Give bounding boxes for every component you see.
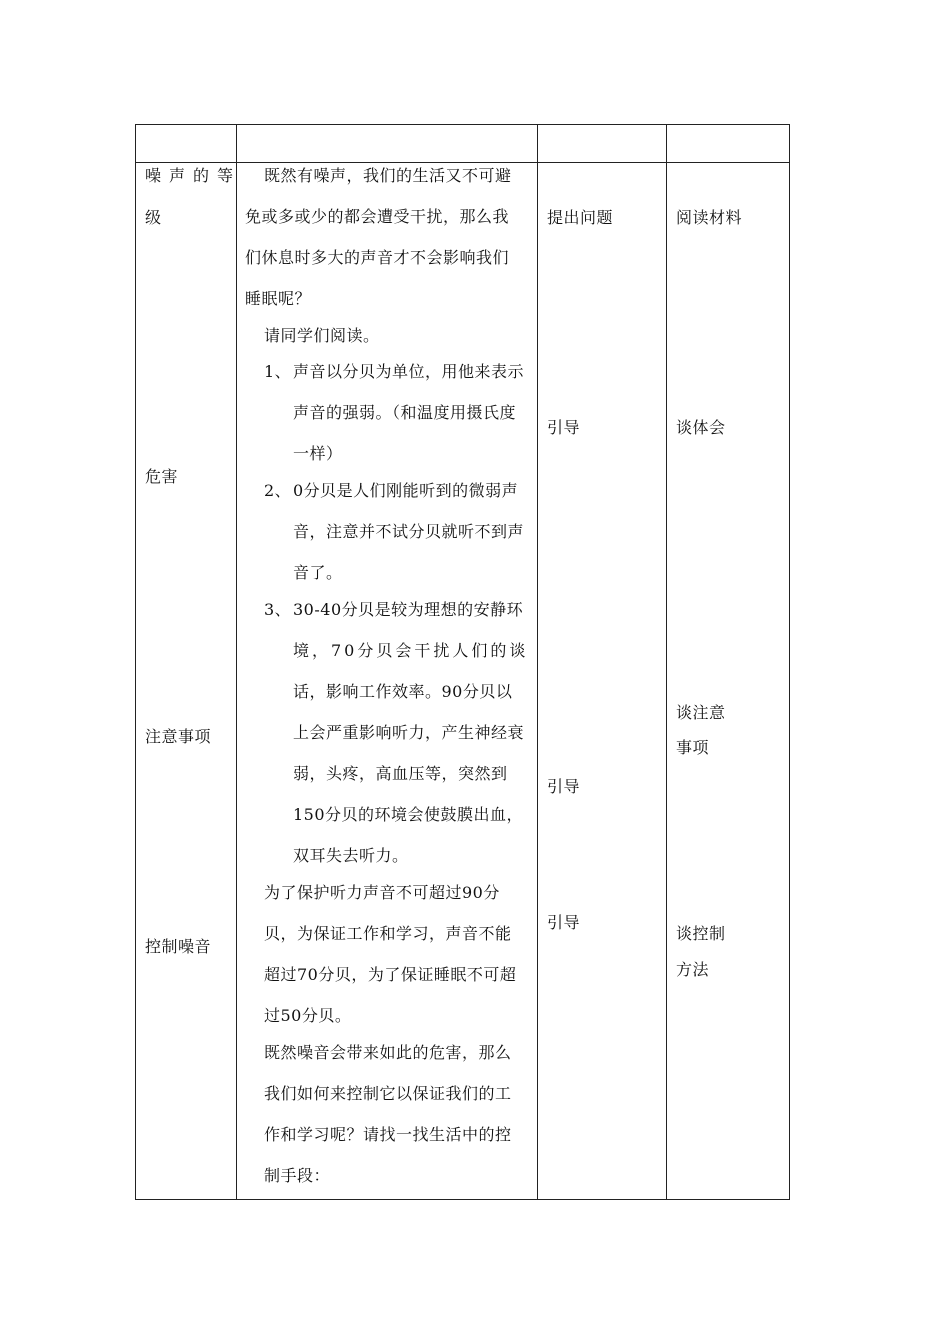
topic-noise-level-line2: 级	[145, 208, 162, 227]
student-read-material: 阅读材料	[676, 208, 743, 227]
item-2-line-1: 0分贝是人们刚能听到的微弱声	[293, 481, 519, 500]
topic-noise-level-line1: 噪声的等	[145, 166, 242, 185]
item-1-number: 1、	[264, 362, 292, 381]
student-talk-feelings: 谈体会	[676, 418, 726, 437]
student-talk-control-line1: 谈控制	[676, 924, 726, 943]
since-line-4: 制手段：	[264, 1166, 331, 1185]
topic-control-noise: 控制噪音	[145, 937, 212, 956]
item-2-line-2: 音，注意并不试分贝就听不到声	[293, 522, 525, 541]
item-3-line-5: 弱，头疼，高血压等，突然到	[293, 764, 508, 783]
table-col-divider-2	[537, 124, 538, 1200]
protect-line-1: 为了保护听力声音不可超过90分	[264, 883, 500, 902]
protect-line-3: 超过70分贝，为了保证睡眠不可超	[264, 965, 517, 984]
intro-line-4: 睡眠呢？	[245, 289, 312, 308]
teacher-guide-1: 引导	[547, 418, 581, 437]
table-border-right	[789, 124, 790, 1200]
table-header-divider	[135, 162, 790, 163]
item-1-line-3: 一样）	[293, 444, 343, 463]
topic-harm: 危害	[145, 467, 179, 486]
table-border-top	[135, 124, 790, 125]
intro-line-3: 们休息时多大的声音才不会影响我们	[245, 248, 510, 267]
intro-line-2: 免或多或少的都会遭受干扰，那么我	[245, 207, 510, 226]
teacher-ask-question: 提出问题	[547, 208, 614, 227]
item-3-line-7: 双耳失去听力。	[293, 846, 409, 865]
table-border-left	[135, 124, 136, 1200]
item-3-number: 3、	[264, 600, 292, 619]
read-instruction: 请同学们阅读。	[264, 326, 380, 345]
item-2-line-3: 音了。	[293, 563, 343, 582]
table-col-divider-1	[236, 124, 237, 1200]
since-line-3: 作和学习呢？请找一找生活中的控	[264, 1125, 512, 1144]
item-2-number: 2、	[264, 481, 292, 500]
student-talk-notes-line1: 谈注意	[676, 703, 726, 722]
item-3-line-6: 150分贝的环境会使鼓膜出血，	[293, 805, 524, 824]
teacher-guide-3: 引导	[547, 913, 581, 932]
since-line-1: 既然噪音会带来如此的危害，那么	[264, 1043, 512, 1062]
table-border-bottom	[135, 1199, 790, 1200]
topic-notes: 注意事项	[145, 727, 212, 746]
since-line-2: 我们如何来控制它以保证我们的工	[264, 1084, 512, 1103]
item-3-line-3: 话，影响工作效率。90分贝以	[293, 682, 513, 701]
intro-line-1: 既然有噪声，我们的生活又不可避	[264, 166, 512, 185]
item-3-line-4: 上会严重影响听力，产生神经衰	[293, 723, 525, 742]
item-3-line-1: 30-40分贝是较为理想的安静环	[293, 600, 524, 619]
item-1-line-1: 声音以分贝为单位，用他来表示	[293, 362, 525, 381]
protect-line-4: 过50分贝。	[264, 1006, 352, 1025]
table-col-divider-3	[666, 124, 667, 1200]
teacher-guide-2: 引导	[547, 777, 581, 796]
student-talk-notes-line2: 事项	[676, 738, 710, 757]
item-3-line-2: 境，70分贝会干扰人们的谈	[293, 641, 529, 660]
protect-line-2: 贝，为保证工作和学习，声音不能	[264, 924, 512, 943]
item-1-line-2: 声音的强弱。（和温度用摄氏度	[293, 403, 517, 422]
student-talk-control-line2: 方法	[676, 960, 710, 979]
